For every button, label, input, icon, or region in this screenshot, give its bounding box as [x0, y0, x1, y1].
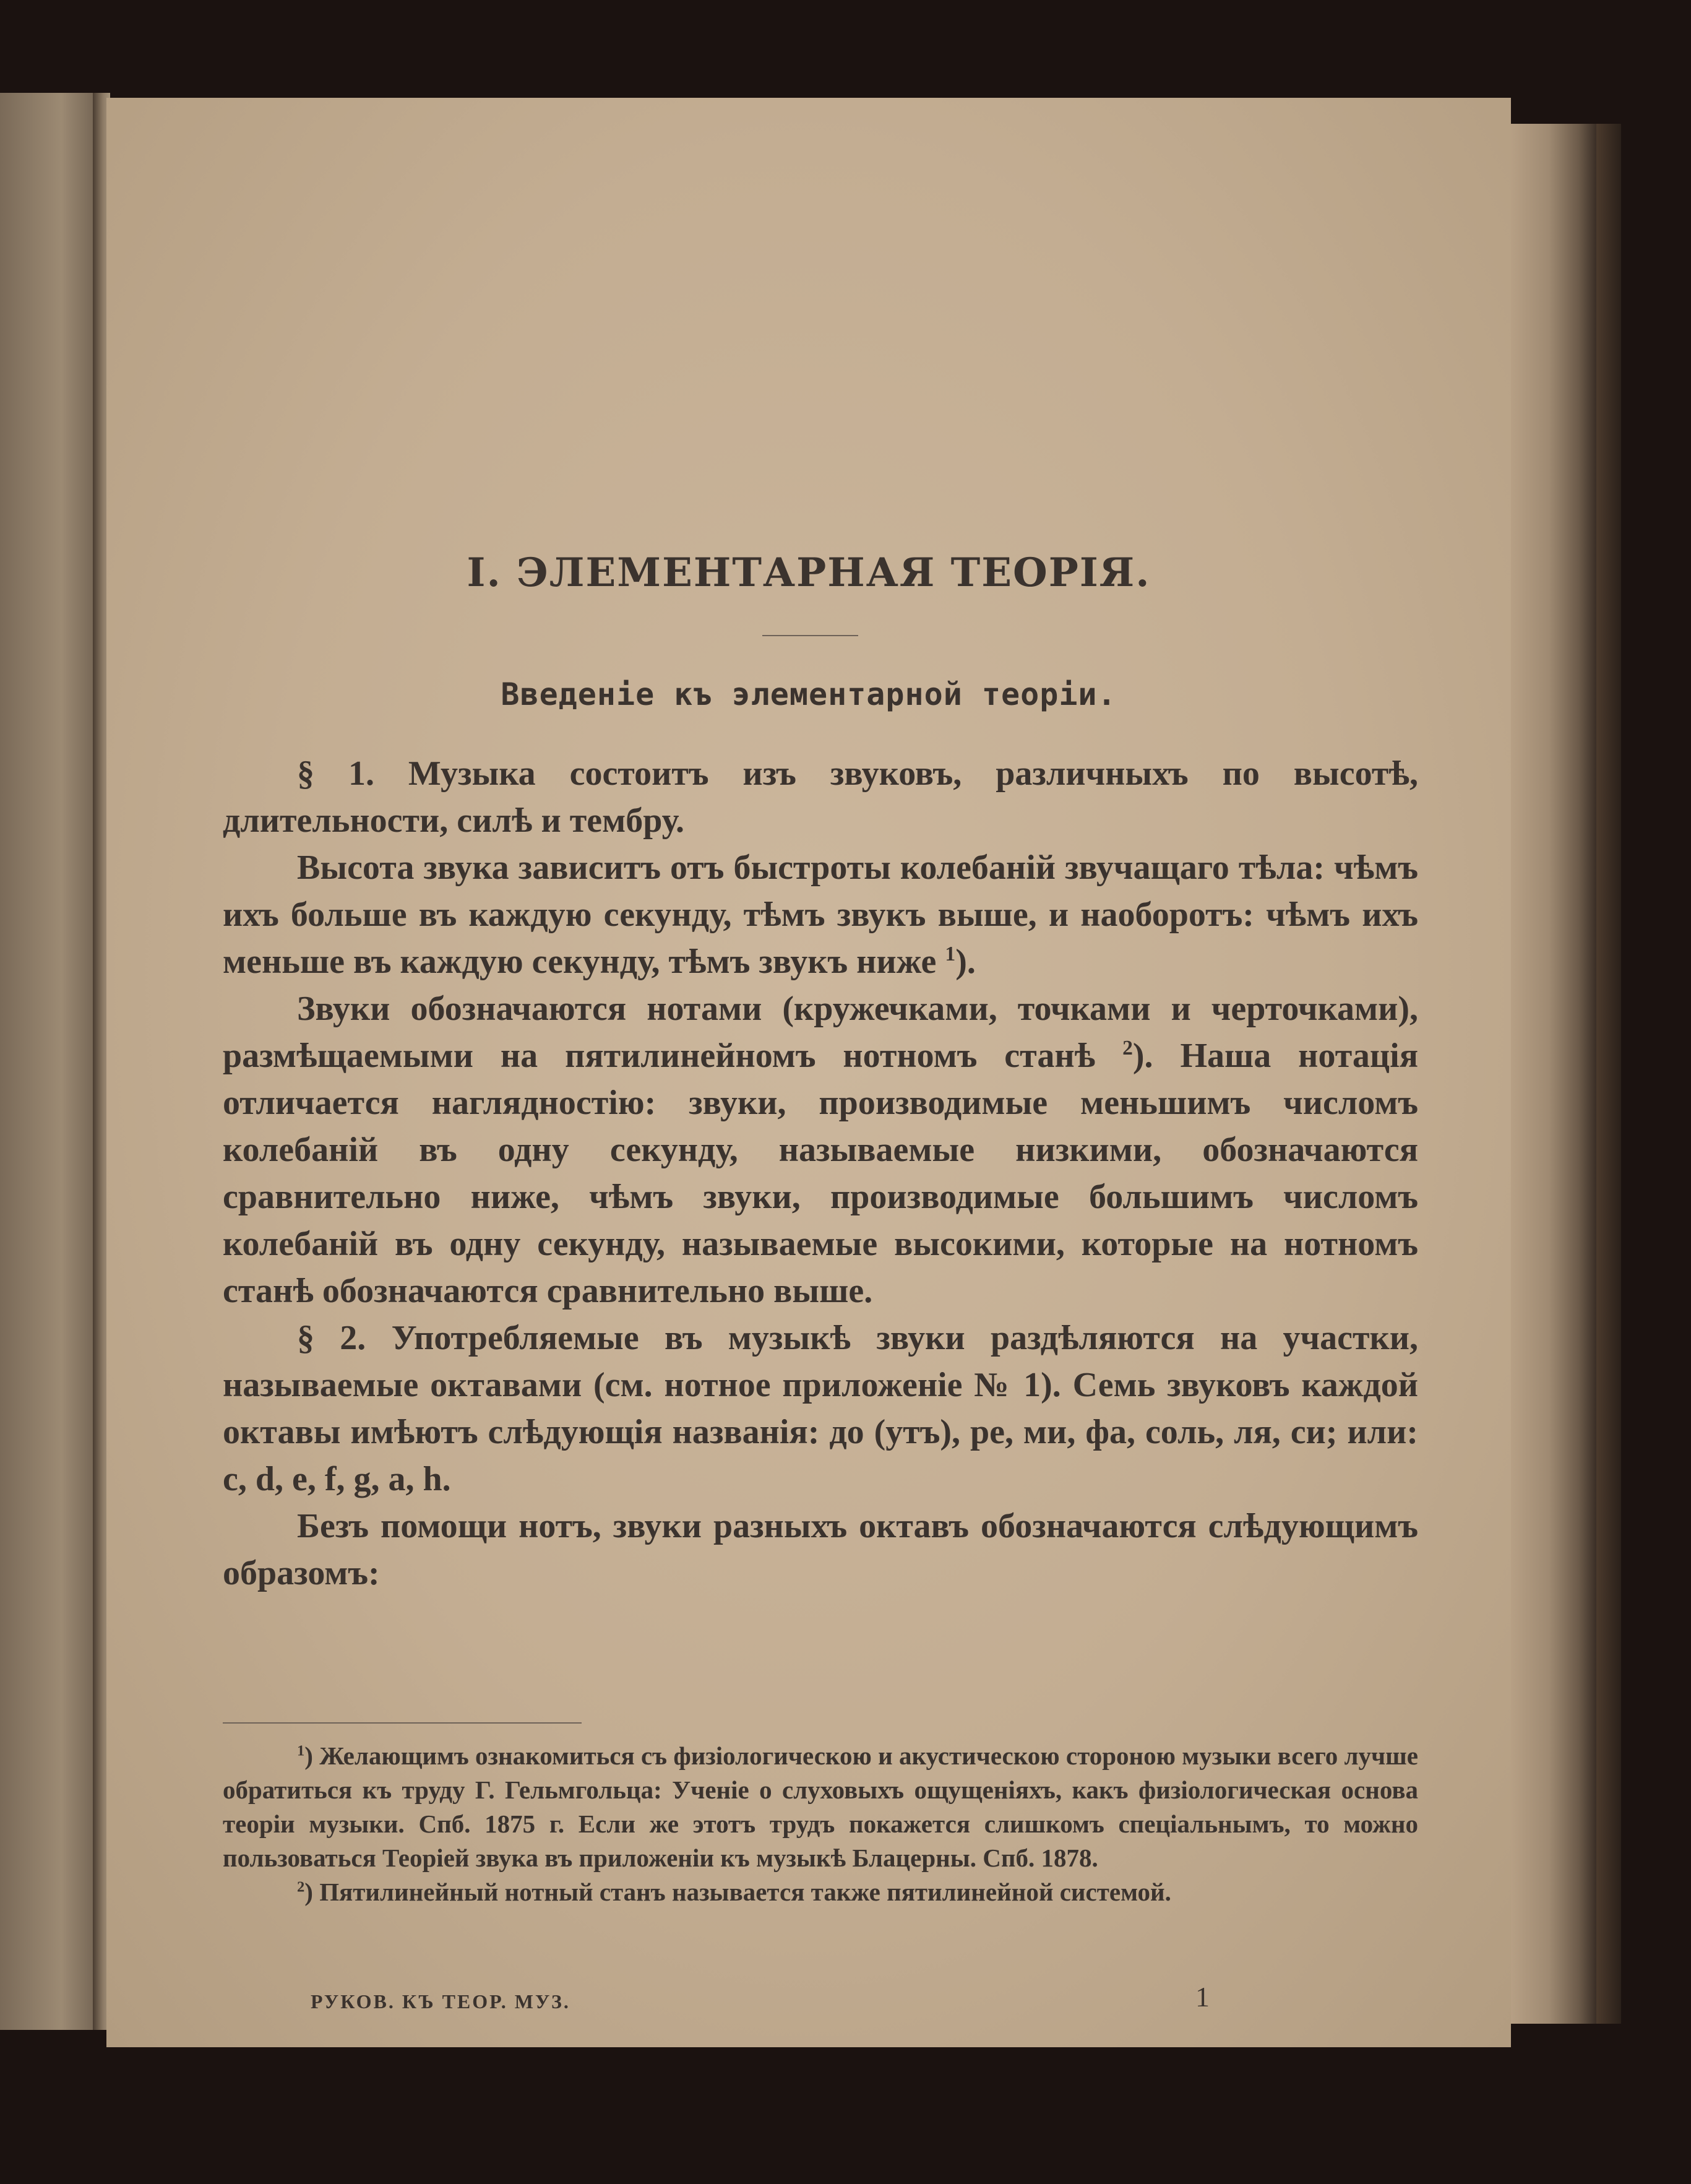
footnote-1 — [223, 1739, 1418, 1875]
page-title: I. ЭЛЕМЕНТАРНАЯ ТЕОРІЯ. — [467, 550, 1151, 596]
footnote-1-mark: 1 — [297, 1742, 305, 1759]
footnote-2-text: ) Пятилинейный нотный станъ называется также пятилинейной системой. — [304, 1878, 1171, 1906]
paragraph-2-text: Высота звука зависитъ отъ быстроты колебаній звучащаго тѣла: чѣмъ ихъ больше въ каждую секунду, тѣмъ звукъ выше, и наоборотъ: чѣмъ ихъ меньше въ каждую секунду, тѣмъ звукъ ниже — [223, 848, 1418, 981]
book-cover-edge — [1596, 124, 1621, 2024]
section-subtitle: Введеніе къ элементарной теоріи. — [501, 676, 1117, 712]
footnote-2 — [223, 1875, 1418, 1909]
paragraph-3-pre: Звуки обозначаются нотами (кружечками, точками и черточками), размѣщаемыми на пятилинейномъ нотномъ станѣ — [223, 990, 1418, 1075]
signature-mark: РУКОВ. КЪ ТЕОР. МУЗ. — [311, 1990, 570, 2013]
title-divider — [762, 635, 858, 636]
paragraph-1: § 1. Музыка состоитъ изъ звуковъ, различныхъ по высотѣ, длительности, силѣ и тембру. — [223, 754, 1418, 840]
paragraph-3 — [223, 985, 1418, 1314]
paragraph-2-end: ). — [955, 943, 976, 981]
paragraph-3-post: ). Наша нотація отличается наглядностію: звуки, производимые меньшимъ числомъ колебаній въ одну секунду, называемые низкими, обозначаются сравнительно ниже, чѣмъ звуки, производимые большимъ числомъ колебаній въ одну секунду, называемые высокими, которые на нотномъ станѣ обозначаются сравнительно выше. — [223, 1037, 1419, 1310]
book-page — [106, 98, 1511, 2047]
body-text — [223, 750, 1418, 1597]
footnote-1-text: ) Желающимъ ознакомиться съ физіологическою и акустическою стороною музыки всего лучше обратиться къ труду Г. Гельмгольца: Ученіе о слуховыхъ ощущеніяхъ, какъ физіологическая основа теоріи музыки. Спб. 1875 г. Если же этотъ трудъ покажется слишкомъ спеціальнымъ, то можно пользоваться Теоріей звука въ приложеніи къ музыкѣ Блацерны. Спб. 1878. — [223, 1742, 1418, 1872]
footnotes — [223, 1739, 1418, 1909]
footnote-ref-1: 1 — [945, 942, 956, 965]
footnote-2-mark: 2 — [297, 1878, 305, 1896]
right-page-edges — [1510, 124, 1596, 2024]
left-page-edge — [0, 93, 102, 2030]
footnote-divider — [223, 1722, 582, 1724]
page-number: 1 — [1195, 1981, 1210, 2013]
paragraph-2 — [223, 844, 1418, 985]
paragraph-5: Безъ помощи нотъ, звуки разныхъ октавъ обозначаются слѣдующимъ образомъ: — [223, 1507, 1418, 1592]
paragraph-4: § 2. Употребляемые въ музыкѣ звуки раздѣляются на участки, называемые октавами (см. нотное приложеніе № 1). Семь звуковъ каждой октавы имѣютъ слѣдующія названія: до (утъ), ре, ми, фа, соль, ля, си; или: c, d, e, f, g, a, h. — [223, 1319, 1418, 1498]
footnote-ref-2: 2 — [1122, 1036, 1133, 1060]
